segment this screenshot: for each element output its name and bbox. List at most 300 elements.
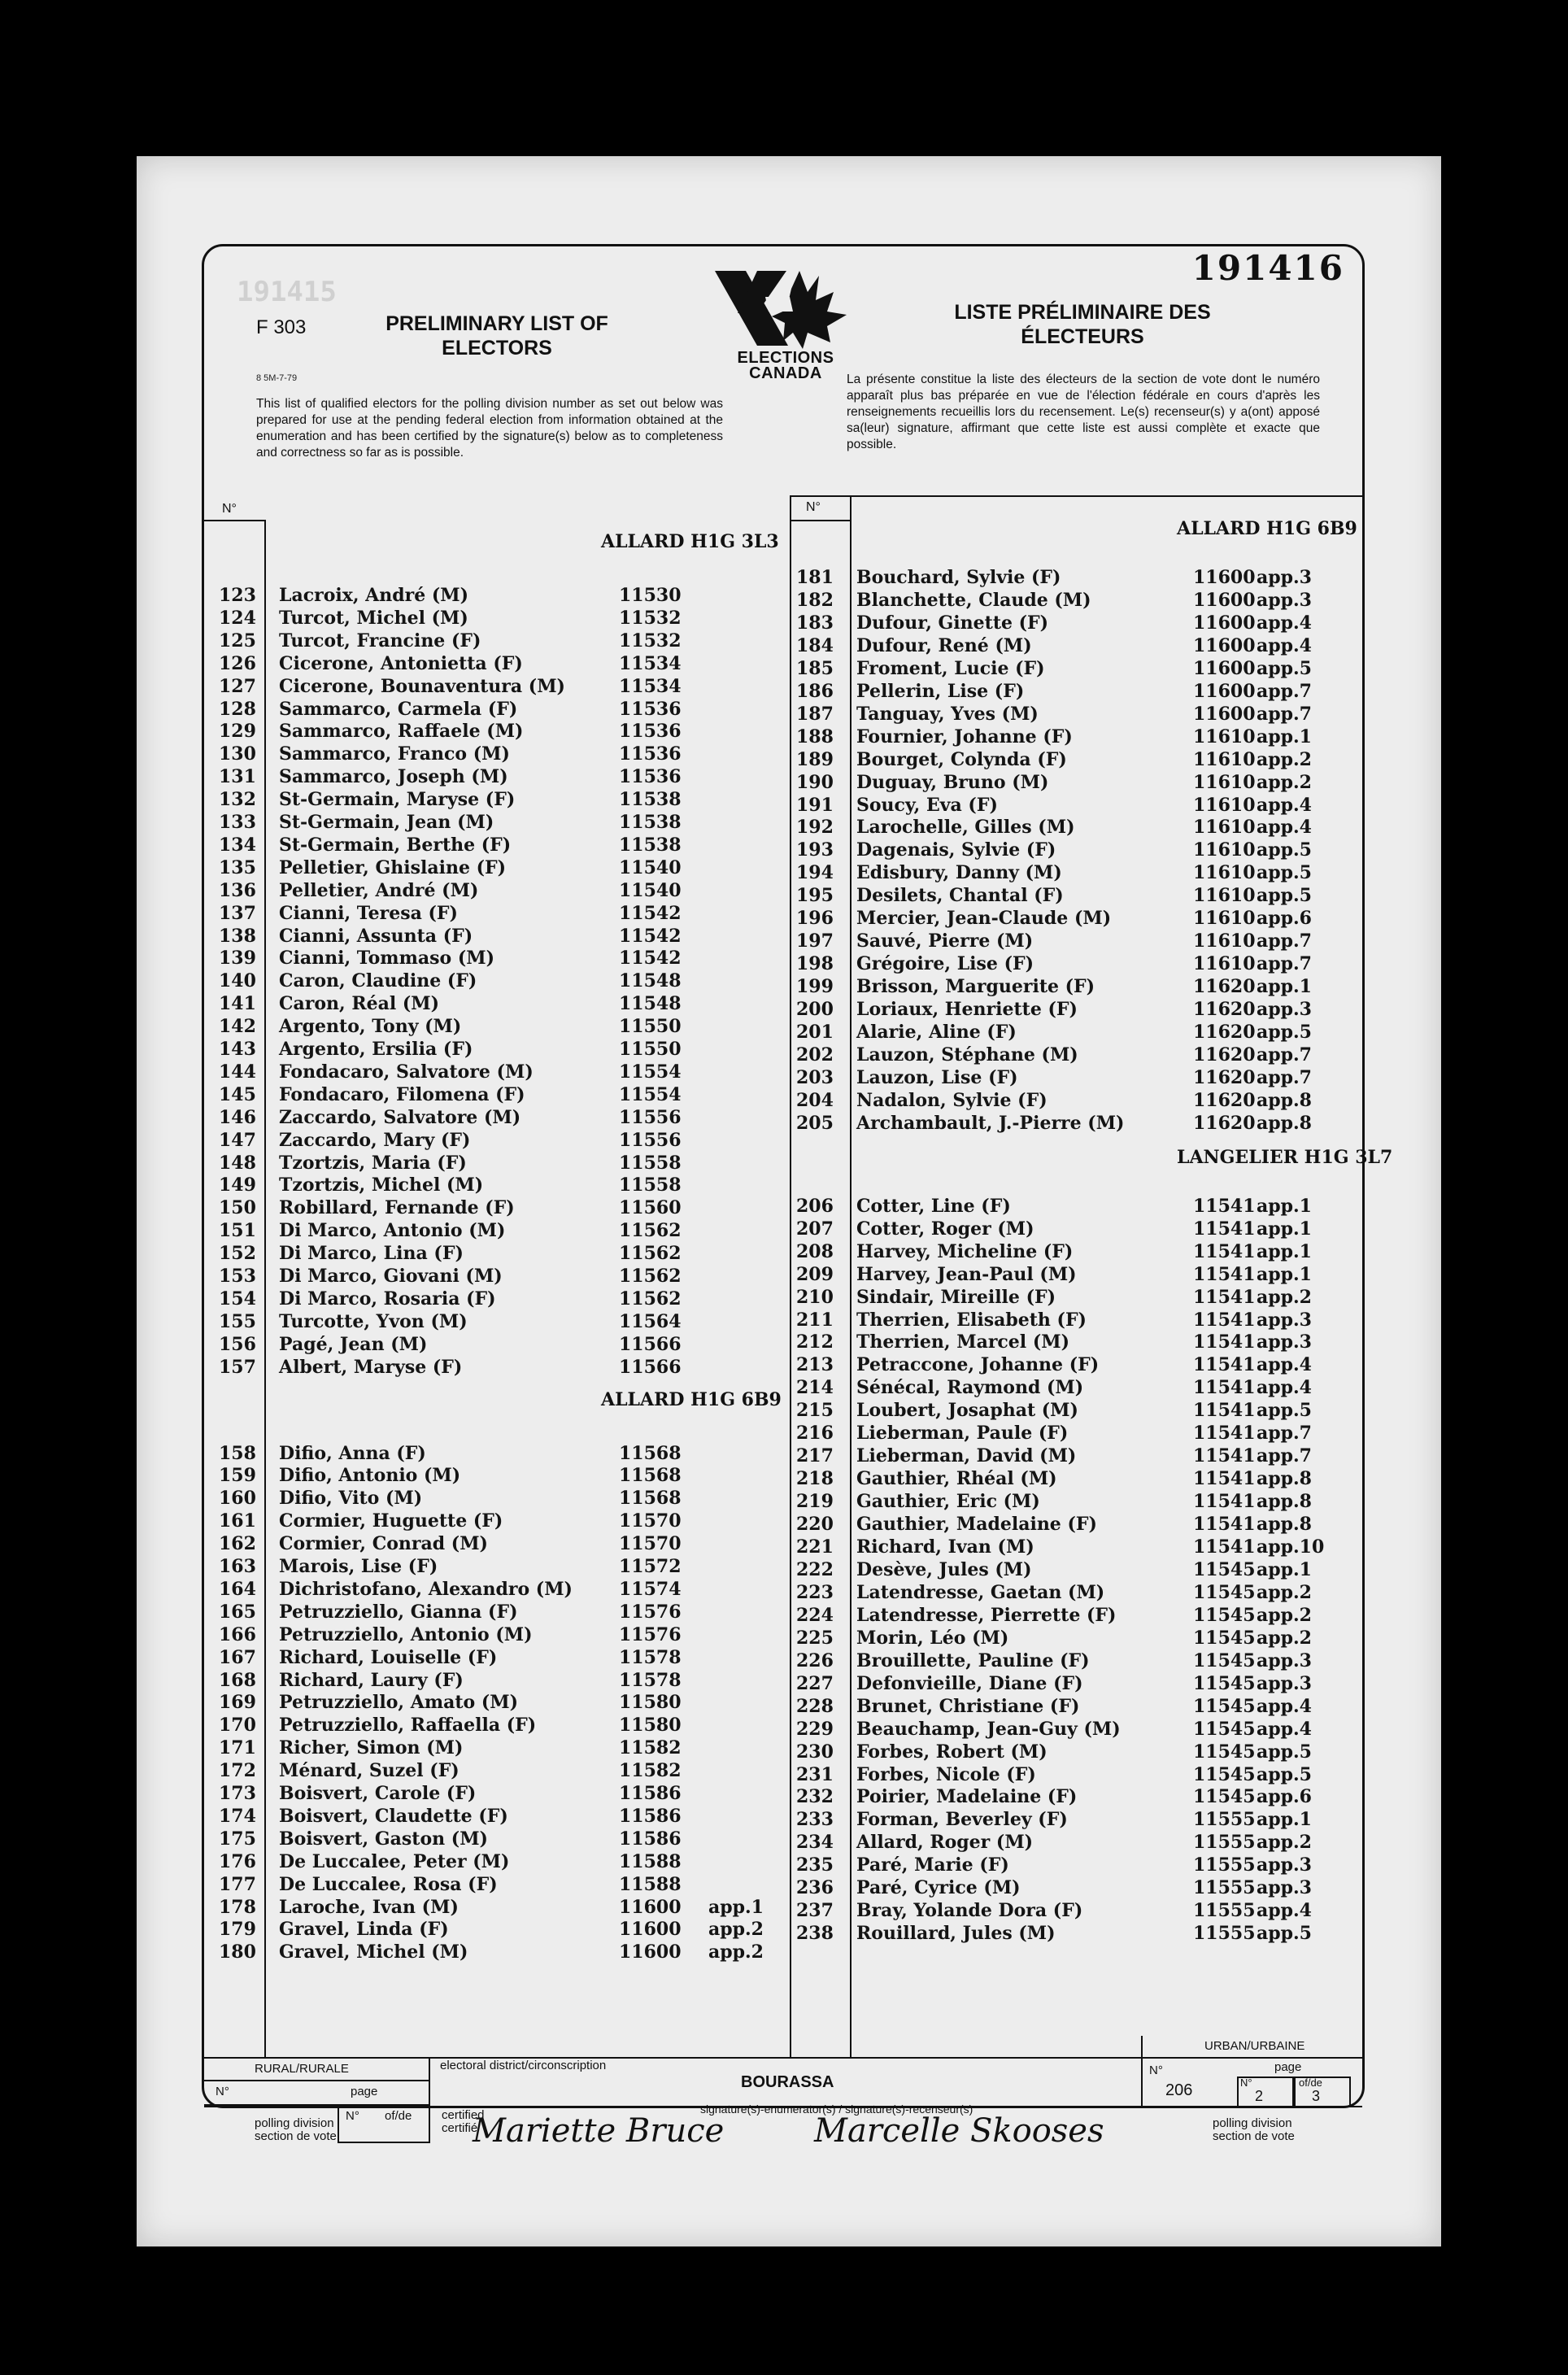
apartment-number: app.6: [1257, 1786, 1312, 1808]
elector-number: 220: [796, 1514, 834, 1536]
elector-name: St-Germain, Berthe (F): [279, 834, 512, 856]
apartment-number: app.2: [1257, 1286, 1312, 1308]
apartment-number: app.4: [1257, 612, 1312, 634]
elector-number: 144: [219, 1061, 256, 1083]
elector-name: Gauthier, Eric (M): [856, 1491, 1040, 1513]
civic-number: 11620: [1193, 1112, 1256, 1134]
civic-number: 11548: [619, 970, 682, 992]
elector-number: 219: [796, 1491, 834, 1513]
elector-name: Dagenais, Sylvie (F): [856, 839, 1056, 861]
section-heading: ALLARD H1G 6B9: [1177, 518, 1357, 539]
civic-number: 11536: [619, 698, 682, 720]
elector-number: 145: [219, 1083, 256, 1105]
civic-number: 11580: [619, 1692, 682, 1714]
elector-number: 174: [219, 1805, 256, 1827]
civic-number: 11555: [1193, 1923, 1256, 1945]
elector-name: Bourget, Colynda (F): [856, 748, 1067, 770]
civic-number: 11542: [619, 902, 682, 924]
civic-number: 11555: [1193, 1854, 1256, 1876]
right-no-label: N°: [806, 500, 821, 514]
elector-name: De Luccalee, Peter (M): [279, 1850, 510, 1872]
elector-name: Forman, Beverley (F): [856, 1809, 1068, 1831]
elector-name: Nadalon, Sylvie (F): [856, 1089, 1048, 1111]
civic-number: 11538: [619, 789, 682, 811]
civic-number: 11610: [1193, 953, 1256, 975]
civic-number: 11586: [619, 1783, 682, 1804]
elector-number: 182: [796, 589, 834, 611]
print-code: 8 5M-7-79: [256, 373, 298, 383]
civic-number: 11600: [1193, 567, 1256, 588]
elector-name: Di Marco, Lina (F): [279, 1243, 464, 1265]
elector-number: 195: [796, 885, 834, 907]
apartment-number: app.1: [1257, 1263, 1312, 1285]
elector-number: 138: [219, 925, 256, 947]
civic-number: 11570: [619, 1510, 682, 1532]
apartment-number: app.3: [1257, 1877, 1312, 1899]
elector-name: Defonvieille, Diane (F): [856, 1672, 1083, 1694]
elector-name: Pelletier, André (M): [279, 879, 479, 901]
title-french: [920, 300, 1245, 349]
elector-name: Dufour, Ginette (F): [856, 612, 1049, 634]
elector-number: 167: [219, 1646, 256, 1668]
apartment-number: app.5: [1257, 657, 1312, 679]
elector-number: 203: [796, 1066, 834, 1088]
elector-name: De Luccalee, Rosa (F): [279, 1873, 498, 1895]
civic-number: 11610: [1193, 839, 1256, 861]
elector-number: 211: [796, 1309, 834, 1331]
rural-of-label: of/de: [385, 2109, 412, 2123]
civic-number: 11580: [619, 1715, 682, 1737]
civic-number: 11566: [619, 1356, 682, 1378]
elector-number: 215: [796, 1400, 834, 1422]
apartment-number: app.1: [1257, 1218, 1312, 1240]
apartment-number: app.8: [1257, 1514, 1312, 1536]
apartment-number: app.7: [1257, 930, 1312, 952]
elector-number: 157: [219, 1356, 256, 1378]
apartment-number: app.2: [1257, 1604, 1312, 1626]
apartment-number: app.4: [1257, 794, 1312, 816]
civic-number: 11555: [1193, 1809, 1256, 1831]
elector-number: 201: [796, 1022, 834, 1043]
civic-number: 11610: [1193, 726, 1256, 747]
description-french: La présente constitue la liste des électeurs de la section de vote dont le numéro apparaît plus bas préparée en vue de l'élection fédérale en cours d'après les renseignements recueillis lors du recensement. Le(s) recenseur(s) y a(ont) apposé sa(leur) signature, affirmant que cette liste est aussi complète et exacte que possible.: [847, 373, 1320, 451]
civic-number: 11545: [1193, 1718, 1256, 1740]
urban-page-label: page: [1274, 2060, 1302, 2074]
paper-sheet: [137, 156, 1441, 2246]
civic-number: 11600: [1193, 589, 1256, 611]
elector-name: Cotter, Roger (M): [856, 1218, 1034, 1240]
civic-number: 11541: [1193, 1263, 1256, 1285]
apartment-number: app.8: [1257, 1112, 1312, 1134]
elector-number: 199: [796, 976, 834, 998]
signature-enumerator-2: Marcelle Skooses: [814, 2112, 1104, 2150]
rural-polling-division-l2: section de vote: [255, 2129, 337, 2143]
apartment-number: app.5: [1257, 839, 1312, 861]
elector-number: 133: [219, 812, 256, 833]
elector-name: Gravel, Michel (M): [279, 1941, 468, 1963]
apartment-number: app.8: [1257, 1089, 1312, 1111]
x-maple-leaf-icon: [708, 264, 863, 354]
civic-number: 11566: [619, 1333, 682, 1355]
elector-number: 214: [796, 1377, 834, 1399]
apartment-number: app.7: [1257, 1066, 1312, 1088]
civic-number: 11545: [1193, 1695, 1256, 1717]
elector-number: 171: [219, 1737, 256, 1759]
apartment-number: app.2: [708, 1919, 764, 1941]
certified-l2: certifié: [442, 2121, 478, 2135]
elector-number: 186: [796, 680, 834, 702]
elector-number: 130: [219, 743, 256, 765]
civic-number: 11532: [619, 607, 682, 629]
elector-name: St-Germain, Jean (M): [279, 812, 494, 833]
elector-number: 176: [219, 1850, 256, 1872]
apartment-number: app.8: [1257, 1468, 1312, 1490]
elector-name: Marois, Lise (F): [279, 1556, 438, 1577]
civic-number: 11600: [1193, 634, 1256, 656]
elector-name: Di Marco, Rosaria (F): [279, 1288, 496, 1310]
rural-divider: [204, 2080, 430, 2081]
elector-number: 187: [796, 703, 834, 725]
elector-name: Allard, Roger (M): [856, 1832, 1034, 1854]
elector-name: Pellerin, Lise (F): [856, 680, 1025, 702]
serial-number: 191416: [1191, 248, 1344, 288]
elector-name: Boisvert, Claudette (F): [279, 1805, 508, 1827]
civic-number: 11541: [1193, 1423, 1256, 1445]
center-divider-right: [850, 495, 852, 2057]
elector-number: 168: [219, 1669, 256, 1691]
civic-number: 11555: [1193, 1877, 1256, 1899]
civic-number: 11600: [1193, 612, 1256, 634]
certified-l1: certified: [442, 2108, 485, 2122]
civic-number: 11534: [619, 675, 682, 697]
civic-number: 11610: [1193, 862, 1256, 884]
civic-number: 11586: [619, 1805, 682, 1827]
civic-number: 11541: [1193, 1240, 1256, 1262]
elector-name: Cianni, Assunta (F): [279, 925, 473, 947]
apartment-number: app.3: [1257, 1331, 1312, 1353]
elector-number: 190: [796, 771, 834, 793]
description-english: This list of qualified electors for the polling division number as set out below was prepared for use at the pending federal election from information obtained at the enumeration and has been certified by the signature(s) below as to completeness and correctness so far as is possible.: [256, 397, 723, 460]
elector-number: 126: [219, 652, 256, 674]
civic-number: 11545: [1193, 1604, 1256, 1626]
civic-number: 11554: [619, 1083, 682, 1105]
civic-number: 11545: [1193, 1627, 1256, 1649]
elector-number: 236: [796, 1877, 834, 1899]
elector-name: Mercier, Jean-Claude (M): [856, 908, 1112, 930]
elector-number: 166: [219, 1623, 256, 1645]
civic-number: 11545: [1193, 1558, 1256, 1580]
elector-name: Edisbury, Danny (M): [856, 862, 1062, 884]
elector-name: Petruzziello, Amato (M): [279, 1692, 519, 1714]
civic-number: 11540: [619, 856, 682, 878]
section-heading: LANGELIER H1G 3L7: [1177, 1146, 1393, 1168]
elector-number: 227: [796, 1672, 834, 1694]
elector-name: Sammarco, Franco (M): [279, 743, 510, 765]
apartment-number: app.4: [1257, 1900, 1312, 1922]
left-no-label: N°: [222, 502, 237, 516]
elector-name: Ménard, Suzel (F): [279, 1760, 460, 1782]
elector-number: 231: [796, 1763, 834, 1785]
civic-number: 11558: [619, 1174, 682, 1196]
civic-number: 11534: [619, 652, 682, 674]
apartment-number: app.4: [1257, 634, 1312, 656]
elector-name: Boisvert, Carole (F): [279, 1783, 477, 1804]
apartment-number: app.2: [1257, 771, 1312, 793]
civic-number: 11620: [1193, 1066, 1256, 1088]
elector-number: 175: [219, 1828, 256, 1850]
civic-number: 11582: [619, 1737, 682, 1759]
civic-number: 11620: [1193, 976, 1256, 998]
elector-number: 177: [219, 1873, 256, 1895]
elector-name: Albert, Maryse (F): [279, 1356, 463, 1378]
apartment-number: app.3: [1257, 589, 1312, 611]
civic-number: 11530: [619, 585, 682, 606]
elector-name: Brisson, Marguerite (F): [856, 976, 1095, 998]
apartment-number: app.7: [1257, 1044, 1312, 1065]
apartment-number: app.1: [1257, 1240, 1312, 1262]
elector-number: 192: [796, 817, 834, 839]
elector-number: 234: [796, 1832, 834, 1854]
elector-name: Turcotte, Yvon (M): [279, 1310, 468, 1332]
urban-box-no-label: N°: [1240, 2076, 1252, 2089]
left-number-divider: [264, 520, 266, 2057]
apartment-number: app.1: [1257, 1195, 1312, 1217]
civic-number: 11541: [1193, 1536, 1256, 1558]
elector-number: 194: [796, 862, 834, 884]
logo-text: [708, 351, 863, 381]
elector-number: 149: [219, 1174, 256, 1196]
elector-number: 191: [796, 794, 834, 816]
elector-name: Blanchette, Claude (M): [856, 589, 1091, 611]
elector-name: Cianni, Teresa (F): [279, 902, 458, 924]
elector-number: 212: [796, 1331, 834, 1353]
civic-number: 11555: [1193, 1900, 1256, 1922]
urban-polling-number: 206: [1165, 2081, 1193, 2099]
civic-number: 11562: [619, 1220, 682, 1242]
civic-number: 11541: [1193, 1445, 1256, 1467]
title-english: [359, 312, 635, 360]
elector-name: Bouchard, Sylvie (F): [856, 567, 1061, 588]
elector-number: 165: [219, 1601, 256, 1623]
civic-number: 11586: [619, 1828, 682, 1850]
civic-number: 11588: [619, 1873, 682, 1895]
section-heading: ALLARD H1G 3L3: [601, 531, 779, 552]
elector-name: Petruzziello, Antonio (M): [279, 1623, 533, 1645]
urban-polling-division-label: [1213, 2117, 1295, 2143]
elector-name: Fondacaro, Filomena (F): [279, 1083, 525, 1105]
elector-number: 135: [219, 856, 256, 878]
elector-name: Cianni, Tommaso (M): [279, 948, 495, 970]
left-header-line: [204, 520, 266, 521]
elector-number: 125: [219, 630, 256, 651]
urban-polling-division-l2: section de vote: [1213, 2129, 1295, 2143]
title-french-line1: LISTE PRÉLIMINAIRE DES: [954, 301, 1211, 324]
elector-name: St-Germain, Maryse (F): [279, 789, 516, 811]
elector-number: 123: [219, 585, 256, 606]
elector-name: Petraccone, Johanne (F): [856, 1354, 1100, 1376]
civic-number: 11532: [619, 630, 682, 651]
civic-number: 11578: [619, 1646, 682, 1668]
elector-name: Paré, Cyrice (M): [856, 1877, 1021, 1899]
civic-number: 11610: [1193, 930, 1256, 952]
elector-number: 197: [796, 930, 834, 952]
form-code: F 303: [256, 316, 307, 338]
elector-name: Turcot, Michel (M): [279, 607, 468, 629]
title-english-line1: PRELIMINARY LIST OF: [385, 312, 608, 335]
elector-name: Sénécal, Raymond (M): [856, 1377, 1084, 1399]
elector-number: 143: [219, 1039, 256, 1060]
elector-name: Richer, Simon (M): [279, 1737, 464, 1759]
elector-name: Petruzziello, Gianna (F): [279, 1601, 518, 1623]
elector-name: Harvey, Micheline (F): [856, 1240, 1074, 1262]
elector-number: 147: [219, 1129, 256, 1151]
elector-name: Argento, Tony (M): [279, 1016, 462, 1038]
apartment-number: app.3: [1257, 999, 1312, 1021]
apartment-number: app.1: [1257, 726, 1312, 747]
rural-polling-division-l1: polling division: [255, 2116, 334, 2130]
apartment-number: app.10: [1257, 1536, 1325, 1558]
urban-page-number: 2: [1255, 2088, 1264, 2104]
civic-number: 11541: [1193, 1514, 1256, 1536]
elector-number: 161: [219, 1510, 256, 1532]
elector-number: 162: [219, 1533, 256, 1555]
elector-number: 140: [219, 970, 256, 992]
elector-name: Cicerone, Bounaventura (M): [279, 675, 565, 697]
apartment-number: app.2: [1257, 748, 1312, 770]
apartment-number: app.1: [708, 1896, 764, 1918]
elector-number: 150: [219, 1197, 256, 1219]
civic-number: 11570: [619, 1533, 682, 1555]
civic-number: 11564: [619, 1310, 682, 1332]
elector-name: Bray, Yolande Dora (F): [856, 1900, 1083, 1922]
elector-name: Morin, Léo (M): [856, 1627, 1009, 1649]
civic-number: 11572: [619, 1556, 682, 1577]
elector-number: 222: [796, 1558, 834, 1580]
civic-number: 11541: [1193, 1491, 1256, 1513]
elector-number: 189: [796, 748, 834, 770]
elector-number: 235: [796, 1854, 834, 1876]
civic-number: 11541: [1193, 1400, 1256, 1422]
elector-number: 205: [796, 1112, 834, 1134]
elector-number: 172: [219, 1760, 256, 1782]
civic-number: 11568: [619, 1442, 682, 1464]
elector-number: 193: [796, 839, 834, 861]
elector-number: 142: [219, 1016, 256, 1038]
elector-name: Paré, Marie (F): [856, 1854, 1009, 1876]
apartment-number: app.4: [1257, 1718, 1312, 1740]
elector-name: Brunet, Christiane (F): [856, 1695, 1080, 1717]
elector-number: 183: [796, 612, 834, 634]
right-header-line: [790, 495, 1362, 497]
elector-name: Brouillette, Pauline (F): [856, 1649, 1090, 1671]
civic-number: 11545: [1193, 1581, 1256, 1603]
elector-name: Zaccardo, Salvatore (M): [279, 1106, 521, 1128]
civic-number: 11620: [1193, 999, 1256, 1021]
apartment-number: app.5: [1257, 885, 1312, 907]
elector-number: 200: [796, 999, 834, 1021]
civic-number: 11610: [1193, 794, 1256, 816]
apartment-number: app.5: [1257, 1763, 1312, 1785]
rural-page-label: page: [351, 2085, 378, 2098]
civic-number: 11562: [619, 1288, 682, 1310]
elections-canada-logo: [708, 264, 863, 386]
elector-name: Fournier, Johanne (F): [856, 726, 1073, 747]
elector-number: 127: [219, 675, 256, 697]
civic-number: 11568: [619, 1488, 682, 1510]
apartment-number: app.2: [708, 1941, 764, 1963]
elector-number: 209: [796, 1263, 834, 1285]
elector-name: Boisvert, Gaston (M): [279, 1828, 488, 1850]
civic-number: 11541: [1193, 1377, 1256, 1399]
elector-name: Laroche, Ivan (M): [279, 1896, 459, 1918]
elector-number: 208: [796, 1240, 834, 1262]
elector-name: Dichristofano, Alexandro (M): [279, 1578, 573, 1600]
civic-number: 11600: [1193, 680, 1256, 702]
elector-name: Archambault, J.-Pierre (M): [856, 1112, 1125, 1134]
elector-number: 230: [796, 1741, 834, 1763]
elector-name: Therrien, Marcel (M): [856, 1331, 1069, 1353]
apartment-number: app.1: [1257, 976, 1312, 998]
elector-number: 178: [219, 1896, 256, 1918]
elector-name: Alarie, Aline (F): [856, 1022, 1017, 1043]
elector-name: Cicerone, Antonietta (F): [279, 652, 523, 674]
elector-name: Dufour, René (M): [856, 634, 1032, 656]
elector-name: Tzortzis, Maria (F): [279, 1152, 467, 1174]
elector-number: 137: [219, 902, 256, 924]
civic-number: 11562: [619, 1266, 682, 1287]
apartment-number: app.1: [1257, 1809, 1312, 1831]
civic-number: 11555: [1193, 1832, 1256, 1854]
civic-number: 11610: [1193, 817, 1256, 839]
elector-name: Soucy, Eva (F): [856, 794, 998, 816]
civic-number: 11600: [619, 1896, 682, 1918]
civic-number: 11545: [1193, 1786, 1256, 1808]
elector-number: 136: [219, 879, 256, 901]
elector-number: 132: [219, 789, 256, 811]
footer: [204, 2039, 1362, 2106]
elector-number: 129: [219, 721, 256, 743]
logo-line1: ELECTIONS: [737, 349, 834, 367]
civic-number: 11576: [619, 1623, 682, 1645]
apartment-number: app.4: [1257, 817, 1312, 839]
elector-number: 229: [796, 1718, 834, 1740]
form-frame: [202, 244, 1393, 2150]
civic-number: 11558: [619, 1152, 682, 1174]
civic-number: 11588: [619, 1850, 682, 1872]
apartment-number: app.4: [1257, 1377, 1312, 1399]
elector-name: Tanguay, Yves (M): [856, 703, 1039, 725]
elector-name: Froment, Lucie (F): [856, 657, 1045, 679]
apartment-number: app.5: [1257, 1923, 1312, 1945]
civic-number: 11600: [1193, 703, 1256, 725]
elector-number: 148: [219, 1152, 256, 1174]
elector-number: 206: [796, 1195, 834, 1217]
civic-number: 11562: [619, 1243, 682, 1265]
urban-label: URBAN/URBAINE: [1204, 2039, 1305, 2053]
elector-name: Difio, Anna (F): [279, 1442, 426, 1464]
elector-name: Latendresse, Pierrette (F): [856, 1604, 1117, 1626]
civic-number: 11545: [1193, 1763, 1256, 1785]
civic-number: 11545: [1193, 1649, 1256, 1671]
elector-name: Pagé, Jean (M): [279, 1333, 428, 1355]
civic-number: 11556: [619, 1129, 682, 1151]
elector-number: 141: [219, 993, 256, 1015]
elector-number: 210: [796, 1286, 834, 1308]
elector-number: 217: [796, 1445, 834, 1467]
civic-number: 11556: [619, 1106, 682, 1128]
elector-name: Sammarco, Carmela (F): [279, 698, 518, 720]
elector-name: Larochelle, Gilles (M): [856, 817, 1075, 839]
